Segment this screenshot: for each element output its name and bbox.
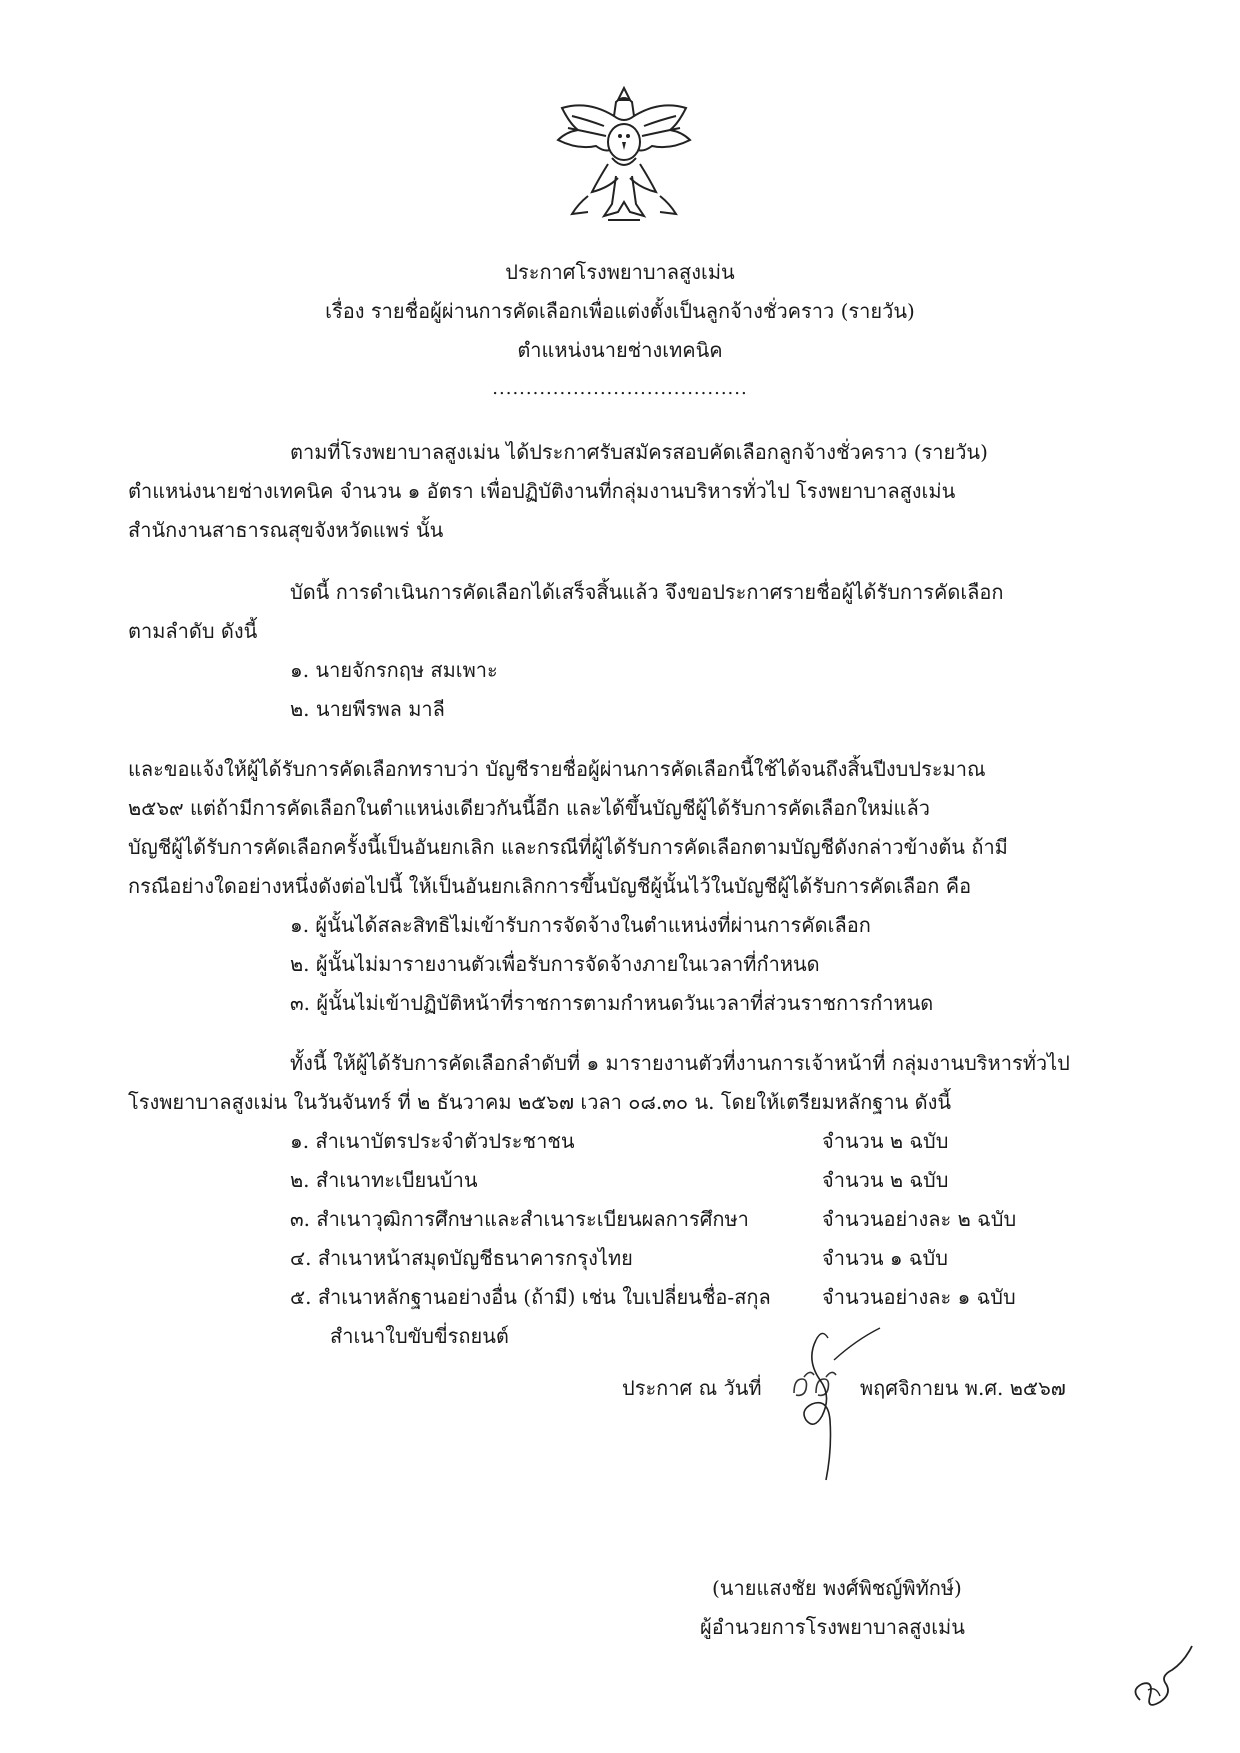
title-divider: ...................................... [492,378,748,399]
selected-candidate-1: ๑. นายจักรกฤษ สมเพาะ [290,658,498,682]
document-item-5-extra: สำเนาใบขับขี่รถยนต์ [330,1324,509,1348]
condition-item-2: ๒. ผู้นั้นไม่มารายงานตัวเพื่อรับการจัดจ้างภายในเวลาที่กำหนด [290,952,820,976]
announce-date-suffix: พฤศจิกายน พ.ศ. ๒๕๖๗ [860,1376,1066,1400]
paragraph-1-line-1: ตามที่โรงพยาบาลสูงเม่น ได้ประกาศรับสมัครสอบคัดเลือกลูกจ้างชั่วคราว (รายวัน) [290,440,988,464]
document-qty-5: จำนวนอย่างละ ๑ ฉบับ [822,1285,1016,1309]
page-initials-mark [1120,1640,1200,1720]
paragraph-3-line-3: บัญชีผู้ได้รับการคัดเลือกครั้งนี้เป็นอันยกเลิก และกรณีที่ผู้ได้รับการคัดเลือกตามบัญชีดังกล่าวข้างต้น ถ้ามี [128,835,1008,859]
condition-item-3: ๓. ผู้นั้นไม่เข้าปฏิบัติหน้าที่ราชการตามกำหนดวันเวลาที่ส่วนราชการกำหนด [290,991,934,1015]
paragraph-1-line-2: ตำแหน่งนายช่างเทคนิค จำนวน ๑ อัตรา เพื่อปฏิบัติงานที่กลุ่มงานบริหารทั่วไป โรงพยาบาลสูงเม่น [128,479,956,503]
document-qty-3: จำนวนอย่างละ ๒ ฉบับ [822,1207,1017,1231]
document-qty-1: จำนวน ๒ ฉบับ [822,1129,949,1153]
paragraph-2-line-2: ตามลำดับ ดังนี้ [128,619,258,643]
announcement-subject: เรื่อง รายชื่อผู้ผ่านการคัดเลือกเพื่อแต่งตั้งเป็นลูกจ้างชั่วคราว (รายวัน) [325,299,915,323]
document-item-2: ๒. สำเนาทะเบียนบ้าน [290,1168,478,1192]
signatory-name: (นายแสงชัย พงศ์พิชญ์พิทักษ์) [712,1576,962,1600]
garuda-emblem-icon [548,80,700,230]
document-qty-4: จำนวน ๑ ฉบับ [822,1246,948,1270]
document-item-5: ๕. สำเนาหลักฐานอย่างอื่น (ถ้ามี) เช่น ใบเปลี่ยนชื่อ-สกุล [290,1285,771,1309]
signatory-position: ผู้อำนวยการโรงพยาบาลสูงเม่น [700,1615,965,1639]
paragraph-3-line-4: กรณีอย่างใดอย่างหนึ่งดังต่อไปนี้ ให้เป็นอันยกเลิกการขึ้นบัญชีผู้นั้นไว้ในบัญชีผู้ได้รับการคัดเลือก คือ [128,874,972,898]
paragraph-4-line-2: โรงพยาบาลสูงเม่น ในวันจันทร์ ที่ ๒ ธันวาคม ๒๕๖๗ เวลา ๐๘.๓๐ น. โดยให้เตรียมหลักฐาน ดังนี้ [128,1090,952,1114]
document-item-4: ๔. สำเนาหน้าสมุดบัญชีธนาคารกรุงไทย [290,1246,633,1270]
paragraph-2-line-1: บัดนี้ การดำเนินการคัดเลือกได้เสร็จสิ้นแล้ว จึงขอประกาศรายชื่อผู้ได้รับการคัดเลือก [290,580,1004,604]
document-qty-2: จำนวน ๒ ฉบับ [822,1168,949,1192]
paragraph-4-line-1: ทั้งนี้ ให้ผู้ได้รับการคัดเลือกลำดับที่ ๑ มารายงานตัวที่งานการเจ้าหน้าที่ กลุ่มงานบริหารทั่วไป [290,1051,1070,1075]
director-signature [776,1320,896,1490]
paragraph-3-line-1: และขอแจ้งให้ผู้ได้รับการคัดเลือกทราบว่า บัญชีรายชื่อผู้ผ่านการคัดเลือกนี้ใช้ได้จนถึงสิ้นปีงบประมาณ [128,757,986,781]
announce-date-prefix: ประกาศ ณ วันที่ [622,1376,762,1400]
document-item-1: ๑. สำเนาบัตรประจำตัวประชาชน [290,1129,575,1153]
position-title: ตำแหน่งนายช่างเทคนิค [517,338,723,362]
announcement-title: ประกาศโรงพยาบาลสูงเม่น [505,260,735,284]
document-item-3: ๓. สำเนาวุฒิการศึกษาและสำเนาระเบียนผลการศึกษา [290,1207,749,1231]
paragraph-3-line-2: ๒๕๖๙ แต่ถ้ามีการคัดเลือกในตำแหน่งเดียวกันนี้อีก และได้ขึ้นบัญชีผู้ได้รับการคัดเลือกใหม่แล้ว [128,796,930,820]
condition-item-1: ๑. ผู้นั้นได้สละสิทธิไม่เข้ารับการจัดจ้างในตำแหน่งที่ผ่านการคัดเลือก [290,913,871,937]
paragraph-1-line-3: สำนักงานสาธารณสุขจังหวัดแพร่ นั้น [128,518,444,542]
selected-candidate-2: ๒. นายพีรพล มาลี [290,697,445,721]
